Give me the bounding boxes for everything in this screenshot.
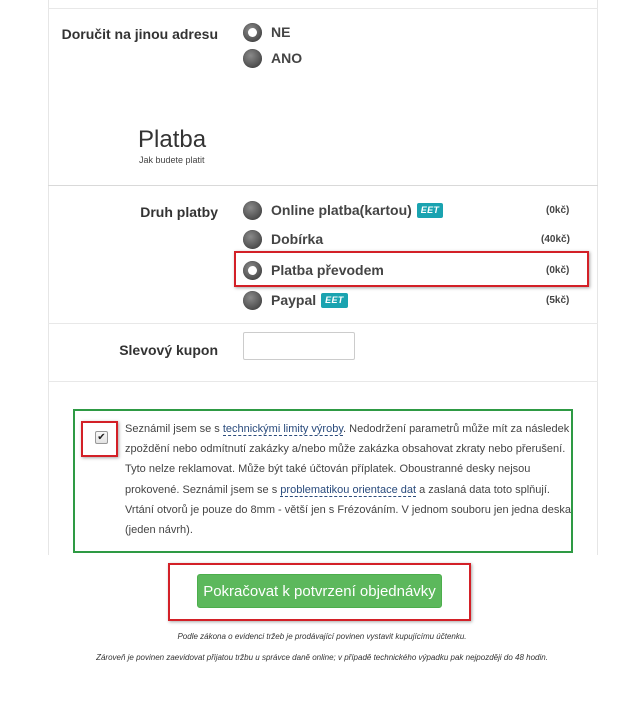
payment-option-paypal[interactable] <box>243 289 348 311</box>
eet-note-2: Zároveň je povinen zaevidovat přijatou tržbu u správce daně online; v případě technického výpadku pak nejpozději do 48 hodin. <box>96 653 548 662</box>
payment-price: (40kč) <box>541 234 570 245</box>
terms-text-part: Seznámil jsem se s <box>125 423 223 435</box>
eet-note-1: Podle zákona o evidenci tržeb je prodávající povinen vystavit kupujícímu účtenku. <box>177 632 467 641</box>
payment-option-dobirka[interactable] <box>243 228 323 250</box>
coupon-input[interactable] <box>243 332 355 360</box>
payment-label: Druh platby <box>140 204 218 220</box>
delivery-option-label: NE <box>271 24 291 40</box>
payment-option-label: Online platba(kartou) <box>271 202 412 218</box>
terms-text-part: . Nedodržení parametrů může mít za následek zpoždění nebo odmítnutí zakázky a/nebo může zakázka obsahovat zkraty nebo přerušení. Tyto nelze reklamovat. Může být také účtován příplatek. Oboustranné desky nejsou prokovené. Seznámil jsem se s <box>125 423 570 496</box>
radio-unchecked-icon[interactable] <box>243 201 262 220</box>
terms-checkbox[interactable] <box>95 431 108 444</box>
terms-text <box>125 419 573 540</box>
terms-text-part: a zaslaná data toto splňují. Vrtání otvorů je pouze do 8mm - větší jen s Frézováním. V jednom souboru jen jedna deska (jeden návrh). <box>125 483 571 537</box>
check-icon: ✔ <box>97 431 106 443</box>
radio-checked-icon[interactable] <box>243 23 262 42</box>
radio-checked-icon[interactable] <box>243 261 262 280</box>
continue-button[interactable]: Pokračovat k potvrzení objednávky <box>197 574 442 608</box>
payment-section-title: Platba <box>138 126 207 153</box>
coupon-divider <box>48 323 598 324</box>
radio-unchecked-icon[interactable] <box>243 230 262 249</box>
payment-option-prevod[interactable] <box>243 259 384 281</box>
payment-section-subtitle: Jak budete platit <box>139 155 205 165</box>
terms-divider <box>48 381 598 382</box>
delivery-label: Doručit na jinou adresu <box>61 26 218 42</box>
delivery-option-ano[interactable] <box>243 47 302 69</box>
delivery-option-label: ANO <box>271 50 303 66</box>
payment-option-label: Platba převodem <box>271 262 384 278</box>
top-divider <box>48 8 598 9</box>
data-orientation-link[interactable]: problematikou orientace dat <box>280 483 417 496</box>
radio-unchecked-icon[interactable] <box>243 291 262 310</box>
right-border <box>597 0 598 555</box>
radio-unchecked-icon[interactable] <box>243 49 262 68</box>
left-border <box>48 0 49 555</box>
payment-option-label: Dobírka <box>271 231 324 247</box>
payment-divider <box>48 185 598 186</box>
coupon-label: Slevový kupon <box>119 342 218 358</box>
eet-badge: EET <box>321 293 347 308</box>
technical-limits-link[interactable]: technickými limity výroby <box>222 423 344 435</box>
payment-price: (5kč) <box>546 295 570 306</box>
eet-badge: EET <box>417 203 443 218</box>
payment-option-label: Paypal <box>271 292 317 308</box>
payment-price: (0kč) <box>546 265 570 276</box>
delivery-option-ne[interactable] <box>243 21 290 43</box>
payment-option-online[interactable] <box>243 199 443 221</box>
payment-price: (0kč) <box>546 205 570 216</box>
